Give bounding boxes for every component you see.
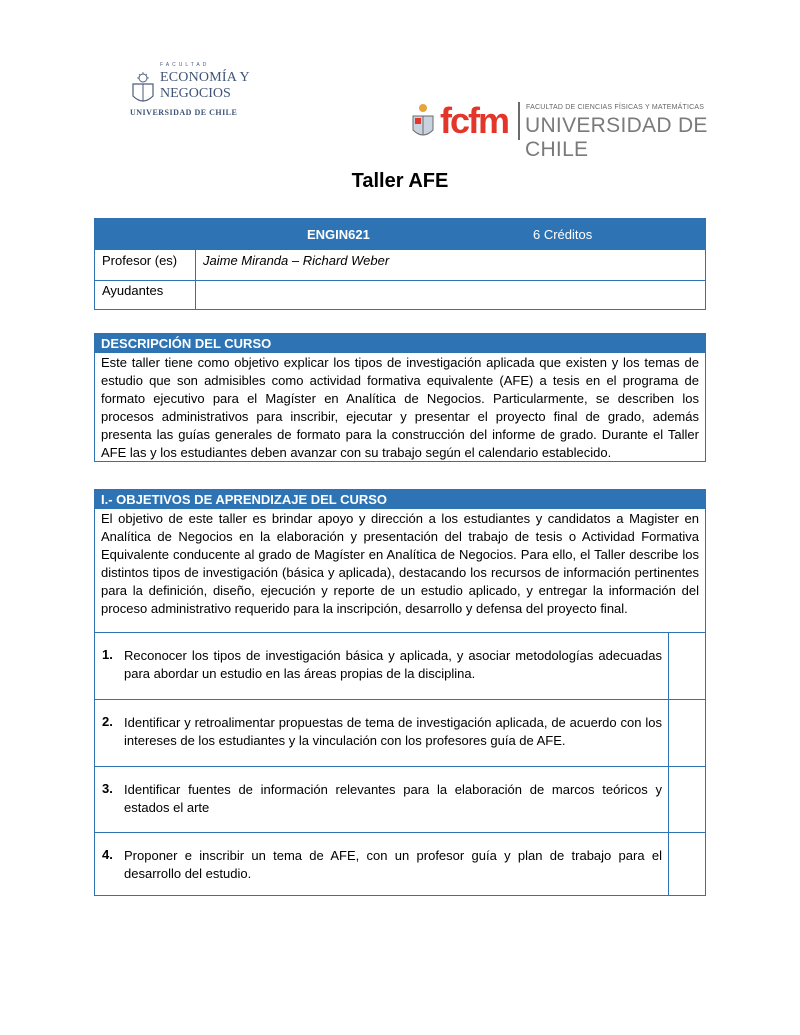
fcfm-crest-icon — [410, 102, 436, 140]
fcfm-university: UNIVERSIDAD DE CHILE — [525, 114, 708, 161]
objective-item — [94, 832, 706, 896]
course-code: ENGIN621 — [307, 227, 370, 242]
course-table — [94, 218, 706, 310]
objective-check-cell — [668, 767, 706, 832]
description-text: Este taller tiene como objetivo explicar los tipos de investigación aplicada que existen y los temas de estudio que son admisibles como actividad formativa equivalente (AFE) a tesis en el programa de formato ejecutivo para el Magíster en Analítica de Negocios. Particularmente, se describen los procesos administrativos para inscribir, ejecutar y presentar el proyecto final de grado, además presenta las guías generales de formato para la construcción del informe de grado. Durante el Taller AFE las y los estudiantes deben avanzar con su trabajo según el calendario establecido. — [101, 355, 699, 460]
objective-item — [94, 699, 706, 766]
objective-number: 4. — [102, 847, 113, 862]
fen-crest-icon — [130, 72, 156, 106]
description-heading: DESCRIPCIÓN DEL CURSO — [95, 334, 705, 353]
objectives-intro: El objetivo de este taller es brindar apoyo y dirección a los estudiantes y candidatos a Magister en Analítica de Negocios en la elaboración y presentación del trabajo de tesis o Actividad Formativa Equivalente conducente al grado de Magíster en Analítica de Negocios. Para ello, el Taller describe los distintos tipos de investigación (básica y aplicada), destacando los recursos de información pertinentes para la definición, diseño, ejecución y reporte de un estudio aplicado, y entregar la información del proceso administrativo requerido para la inscripción, desarrollo y defensa del proyecto final. — [101, 511, 699, 616]
assistants-row — [95, 280, 705, 309]
objective-item — [94, 632, 706, 699]
fen-logo-small: FACULTAD — [160, 62, 210, 68]
fen-logo-line2: NEGOCIOS — [160, 86, 231, 101]
fen-logo — [130, 62, 250, 128]
course-credits: 6 Créditos — [533, 227, 593, 242]
objectives-heading: I.- OBJETIVOS DE APRENDIZAJE DEL CURSO — [95, 490, 705, 509]
objective-number: 1. — [102, 647, 113, 662]
objective-check-cell — [668, 700, 706, 766]
objective-text: Proponer e inscribir un tema de AFE, con un profesor guía y plan de trabajo para el desarrollo del estudio. — [124, 848, 662, 881]
professor-label: Profesor (es) — [102, 253, 178, 268]
objective-text: Identificar y retroalimentar propuestas de tema de investigación aplicada, de acuerdo con los intereses de los estudiantes y la vinculación con los profesores guía de AFE. — [124, 715, 662, 748]
fen-logo-line1: ECONOMÍA Y — [160, 70, 250, 85]
objective-check-cell — [668, 833, 706, 896]
fcfm-mark: fcfm — [440, 100, 509, 141]
page-title: Taller AFE — [351, 170, 449, 192]
objective-check-cell — [668, 633, 706, 699]
objective-text: Identificar fuentes de información relevantes para la elaboración de marcos teóricos y estados el arte — [124, 782, 662, 815]
course-header — [95, 219, 705, 250]
assistants-label: Ayudantes — [102, 283, 164, 298]
professor-row — [95, 250, 705, 281]
objective-number: 3. — [102, 781, 113, 796]
fen-logo-line3: UNIVERSIDAD DE CHILE — [130, 108, 238, 117]
professor-value: Jaime Miranda – Richard Weber — [203, 253, 390, 268]
fcfm-faculty: FACULTAD DE CIENCIAS FÍSICAS Y MATEMÁTICAS — [526, 104, 705, 111]
description-section — [94, 333, 706, 462]
objective-text: Reconocer los tipos de investigación básica y aplicada, y asociar metodologías adecuadas para abordar un estudio en las áreas propias de la disciplina. — [124, 648, 662, 681]
fcfm-logo — [410, 96, 710, 161]
objective-number: 2. — [102, 714, 113, 729]
objective-item — [94, 766, 706, 832]
fcfm-divider — [518, 102, 520, 140]
